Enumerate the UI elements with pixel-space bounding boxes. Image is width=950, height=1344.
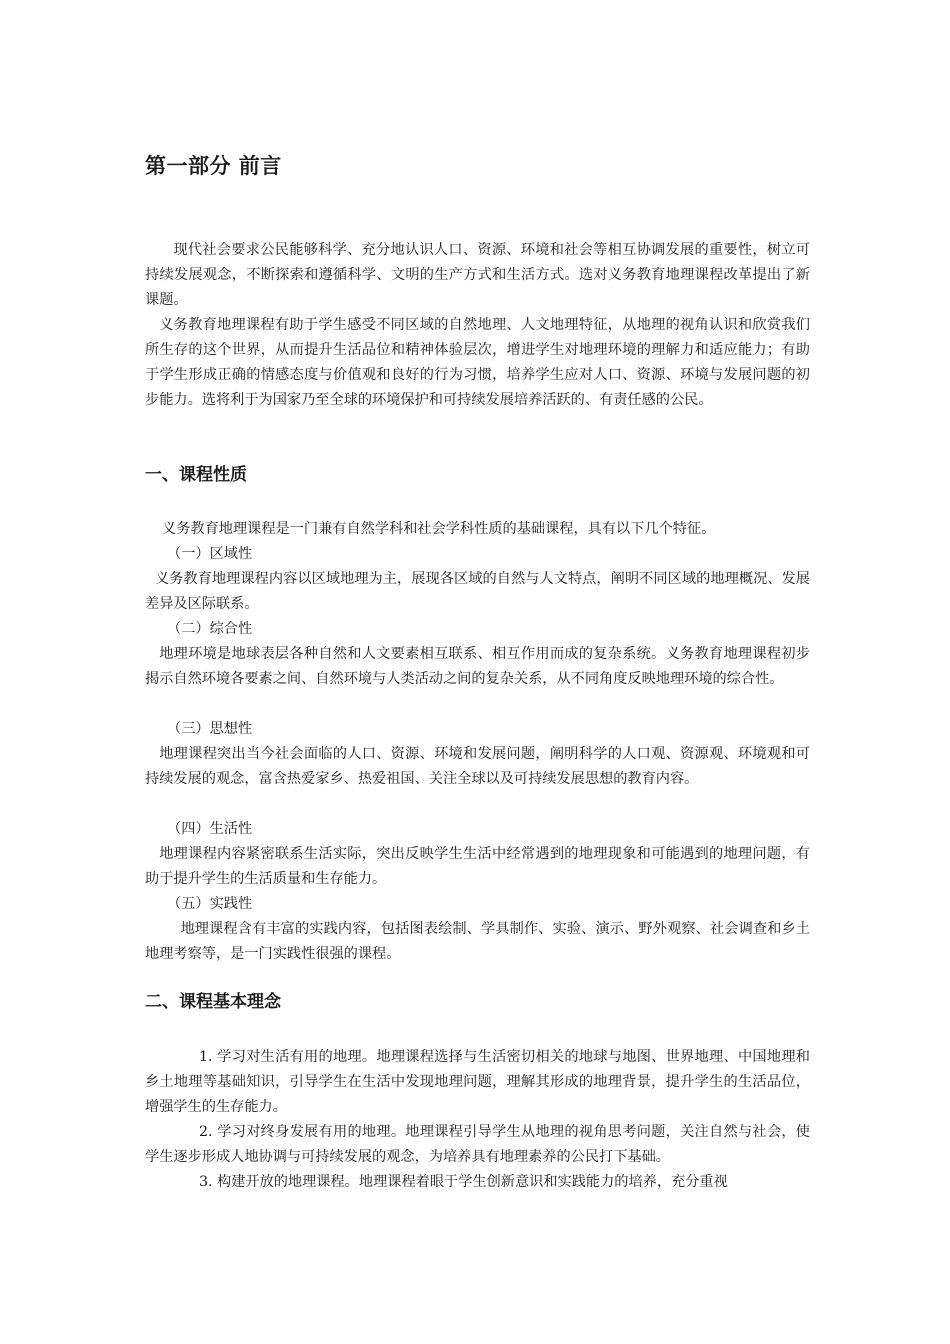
- section-1-lead-text: 义务教育地理课程是一门兼有自然学科和社会学科性质的基础课程，具有以下几个特征。: [162, 521, 716, 537]
- feature-5-text: 地理课程含有丰富的实践内容，包括图表绘制、学具制作、实验、演示、野外观察、社会调查和乡土地理考察等，是一门实践性很强的课程。: [145, 921, 810, 962]
- feature-1-heading: （一）区域性: [167, 546, 253, 562]
- feature-2-text: 地理环境是地球表层各种自然和人文要素相互联系、相互作用而成的复杂系统。义务教育地理课程初步揭示自然环境各要素之间、自然环境与人类活动之间的复杂关系，从不同角度反映地理环境的综合性。: [145, 646, 810, 687]
- feature-3-text: 地理课程突出当今社会面临的人口、资源、环境和发展问题，阐明科学的人口观、资源观、环境观和可持续发展的观念，富含热爱家乡、热爱祖国、关注全球以及可持续发展思想的教育内容。: [145, 746, 810, 787]
- section-2-title: 二、课程基本理念: [145, 992, 281, 1012]
- part-title: 第一部分 前言: [145, 154, 282, 178]
- principle-3-text: 3. 构建开放的地理课程。地理课程着眼于学生创新意识和实践能力的培养，充分重视: [198, 1174, 728, 1190]
- section-1-lead: [145, 517, 810, 542]
- feature-5-block: [145, 917, 810, 967]
- principle-1-text: 1. 学习对生活有用的地理。地理课程选择与生活密切相关的地球与地图、世界地理、中国地理和乡土地理等基础知识，引导学生在生活中发现地理问题，理解其形成的地理背景，提升学生的生活品位，增强学生的生存能力。: [145, 1049, 810, 1115]
- feature-2-heading: （二）综合性: [167, 621, 253, 637]
- section-2-block: [145, 1045, 810, 1195]
- intro-paragraph-1: 现代社会要求公民能够科学、充分地认识人口、资源、环境和社会等相互协调发展的重要性，树立可持续发展观念，不断探索和遵循科学、文明的生产方式和生活方式。选对义务教育地理课程改革提出了新课题。: [145, 242, 810, 308]
- feature-1-text: 义务教育地理课程内容以区域地理为主，展现各区域的自然与人文特点，阐明不同区域的地理概况、发展差异及区际联系。: [145, 571, 810, 612]
- feature-5-heading: （五）实践性: [167, 896, 253, 912]
- feature-3-block: [145, 742, 810, 792]
- feature-2-block: [145, 642, 810, 692]
- feature-4-heading: （四）生活性: [167, 821, 253, 837]
- feature-4-block: [145, 842, 810, 892]
- feature-4-text: 地理课程内容紧密联系生活实际，突出反映学生生活中经常遇到的地理现象和可能遇到的地理问题，有助于提升学生的生活质量和生存能力。: [145, 846, 810, 887]
- feature-3-heading: （三）思想性: [167, 721, 253, 737]
- intro-block: [145, 238, 810, 413]
- section-1-title: 一、课程性质: [145, 465, 247, 485]
- principle-2-text: 2. 学习对终身发展有用的地理。地理课程引导学生从地理的视角思考问题，关注自然与社会，使学生逐步形成人地协调与可持续发展的观念，为培养具有地理素养的公民打下基础。: [145, 1124, 810, 1165]
- feature-1-block: [145, 567, 810, 617]
- intro-paragraph-2: 义务教育地理课程有助于学生感受不同区域的自然地理、人文地理特征，从地理的视角认识和欣赏我们所生存的这个世界，从而提升生活品位和精神体验层次，增进学生对地理环境的理解力和适应能力；有助于学生形成正确的情感态度与价值观和良好的行为习惯，培养学生应对人口、资源、环境与发展问题的初步能力。选将利于为国家乃至全球的环境保护和可持续发展培养活跃的、有责任感的公民。: [145, 317, 810, 408]
